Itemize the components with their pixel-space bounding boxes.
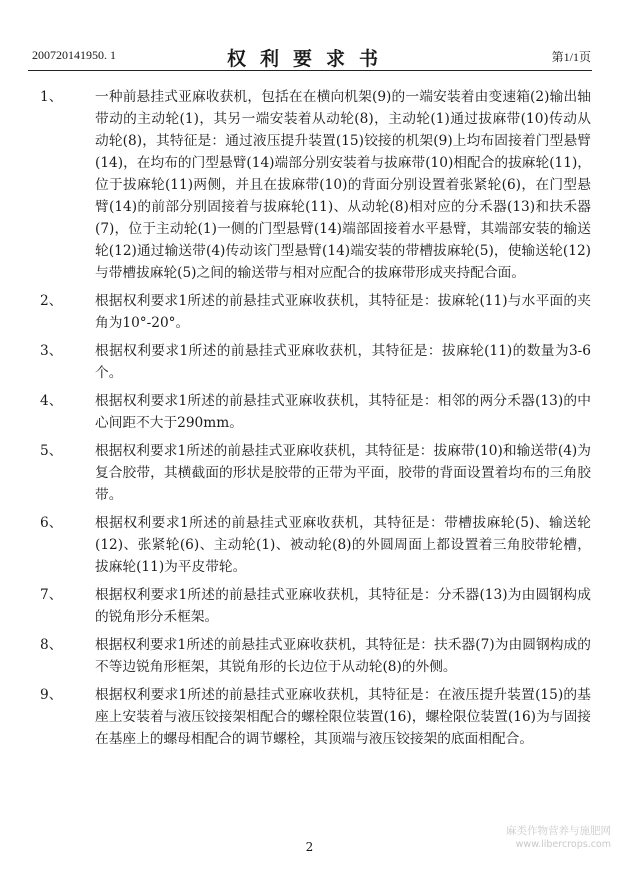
claims-list	[0, 86, 619, 756]
claim-text: 一种前悬挂式亚麻收获机，包括在在横向机架(9)的一端安装着由变速箱(2)输出轴带动的主动轮(1)，其另一端安装着从动轮(8)，主动轮(1)通过拔麻带(10)传动从动轮(8)，其特征是：通过液压提升装置(15)铰接的机架(9)上均布固接着门型悬臂(14)，在均布的门型悬臂(14)端部分别安装着与拔麻带(10)相配合的拔麻轮(11)，位于拔麻轮(11)两侧，并且在拔麻带(10)的背面分别设置着张紧轮(6)，在门型悬臂(14)的前部分别固接着与拔麻轮(11)、从动轮(8)相对应的分禾器(13)和扶禾器(7)，位于主动轮(1)一侧的门型悬臂(14)端部固接着水平悬臂，其端部安装的输送轮(12)通过输送带(4)传动该门型悬臂(14)端安装的带槽拔麻轮(5)，使输送轮(12)与带槽拔麻轮(5)之间的输送带与相对应配合的拔麻带形成夹持配合面。	[95, 89, 591, 281]
claim-number: 5、	[40, 443, 63, 459]
watermark-url: www.libercrops.com	[515, 839, 611, 850]
site-watermark	[506, 825, 611, 851]
claim-number: 9、	[40, 687, 63, 703]
page-indicator: 第1/1页	[551, 50, 591, 64]
watermark-text: 麻类作物营养与施肥网	[506, 825, 611, 837]
claim-item	[0, 390, 619, 434]
claim-text: 根据权利要求1所述的前悬挂式亚麻收获机，其特征是：扶禾器(7)为由圆钢构成的不等边锐角形框架，其锐角形的长边位于从动轮(8)的外侧。	[95, 637, 591, 675]
page-number: 2	[305, 840, 314, 854]
claim-item	[0, 86, 619, 284]
claim-item	[0, 684, 619, 750]
header-divider	[28, 70, 592, 71]
claim-item	[0, 634, 619, 678]
claim-item	[0, 584, 619, 628]
claim-number: 2、	[40, 293, 63, 309]
claim-number: 8、	[40, 637, 63, 653]
claim-number: 7、	[40, 587, 63, 603]
claim-number: 1、	[40, 89, 63, 105]
claim-text: 根据权利要求1所述的前悬挂式亚麻收获机，其特征是：在液压提升装置(15)的基座上安装着与液压铰接架相配合的螺栓限位装置(16)，螺栓限位装置(16)为与固接在基座上的螺母相配合的调节螺栓，其顶端与液压铰接架的底面相配合。	[95, 687, 591, 747]
claim-text: 根据权利要求1所述的前悬挂式亚麻收获机，其特征是：拔麻带(10)和输送带(4)为复合胶带，其横截面的形状是胶带的正带为平面，胶带的背面设置着均布的三角胶带。	[95, 443, 591, 503]
claim-text: 根据权利要求1所述的前悬挂式亚麻收获机，其特征是：分禾器(13)为由圆钢构成的锐角形分禾框架。	[95, 587, 591, 625]
claim-item	[0, 440, 619, 506]
claim-item	[0, 340, 619, 384]
claim-number: 4、	[40, 393, 63, 409]
claim-item	[0, 290, 619, 334]
claim-text: 根据权利要求1所述的前悬挂式亚麻收获机，其特征是：相邻的两分禾器(13)的中心间距不大于290mm。	[95, 393, 591, 431]
claim-text: 根据权利要求1所述的前悬挂式亚麻收获机，其特征是：拔麻轮(11)与水平面的夹角为10°-20°。	[95, 293, 591, 331]
document-header	[0, 44, 619, 68]
claim-number: 6、	[40, 515, 63, 531]
claim-item	[0, 512, 619, 578]
application-number: 200720141950. 1	[32, 48, 116, 62]
document-title: 权利要求书	[226, 48, 392, 70]
claim-text: 根据权利要求1所述的前悬挂式亚麻收获机，其特征是：拔麻轮(11)的数量为3-6个。	[95, 343, 591, 381]
claim-number: 3、	[40, 343, 63, 359]
claim-text: 根据权利要求1所述的前悬挂式亚麻收获机，其特征是：带槽拔麻轮(5)、输送轮(12)、张紧轮(6)、主动轮(1)、被动轮(8)的外圆周面上都设置着三角胶带轮槽，拔麻轮(11)为平皮带轮。	[95, 515, 591, 575]
